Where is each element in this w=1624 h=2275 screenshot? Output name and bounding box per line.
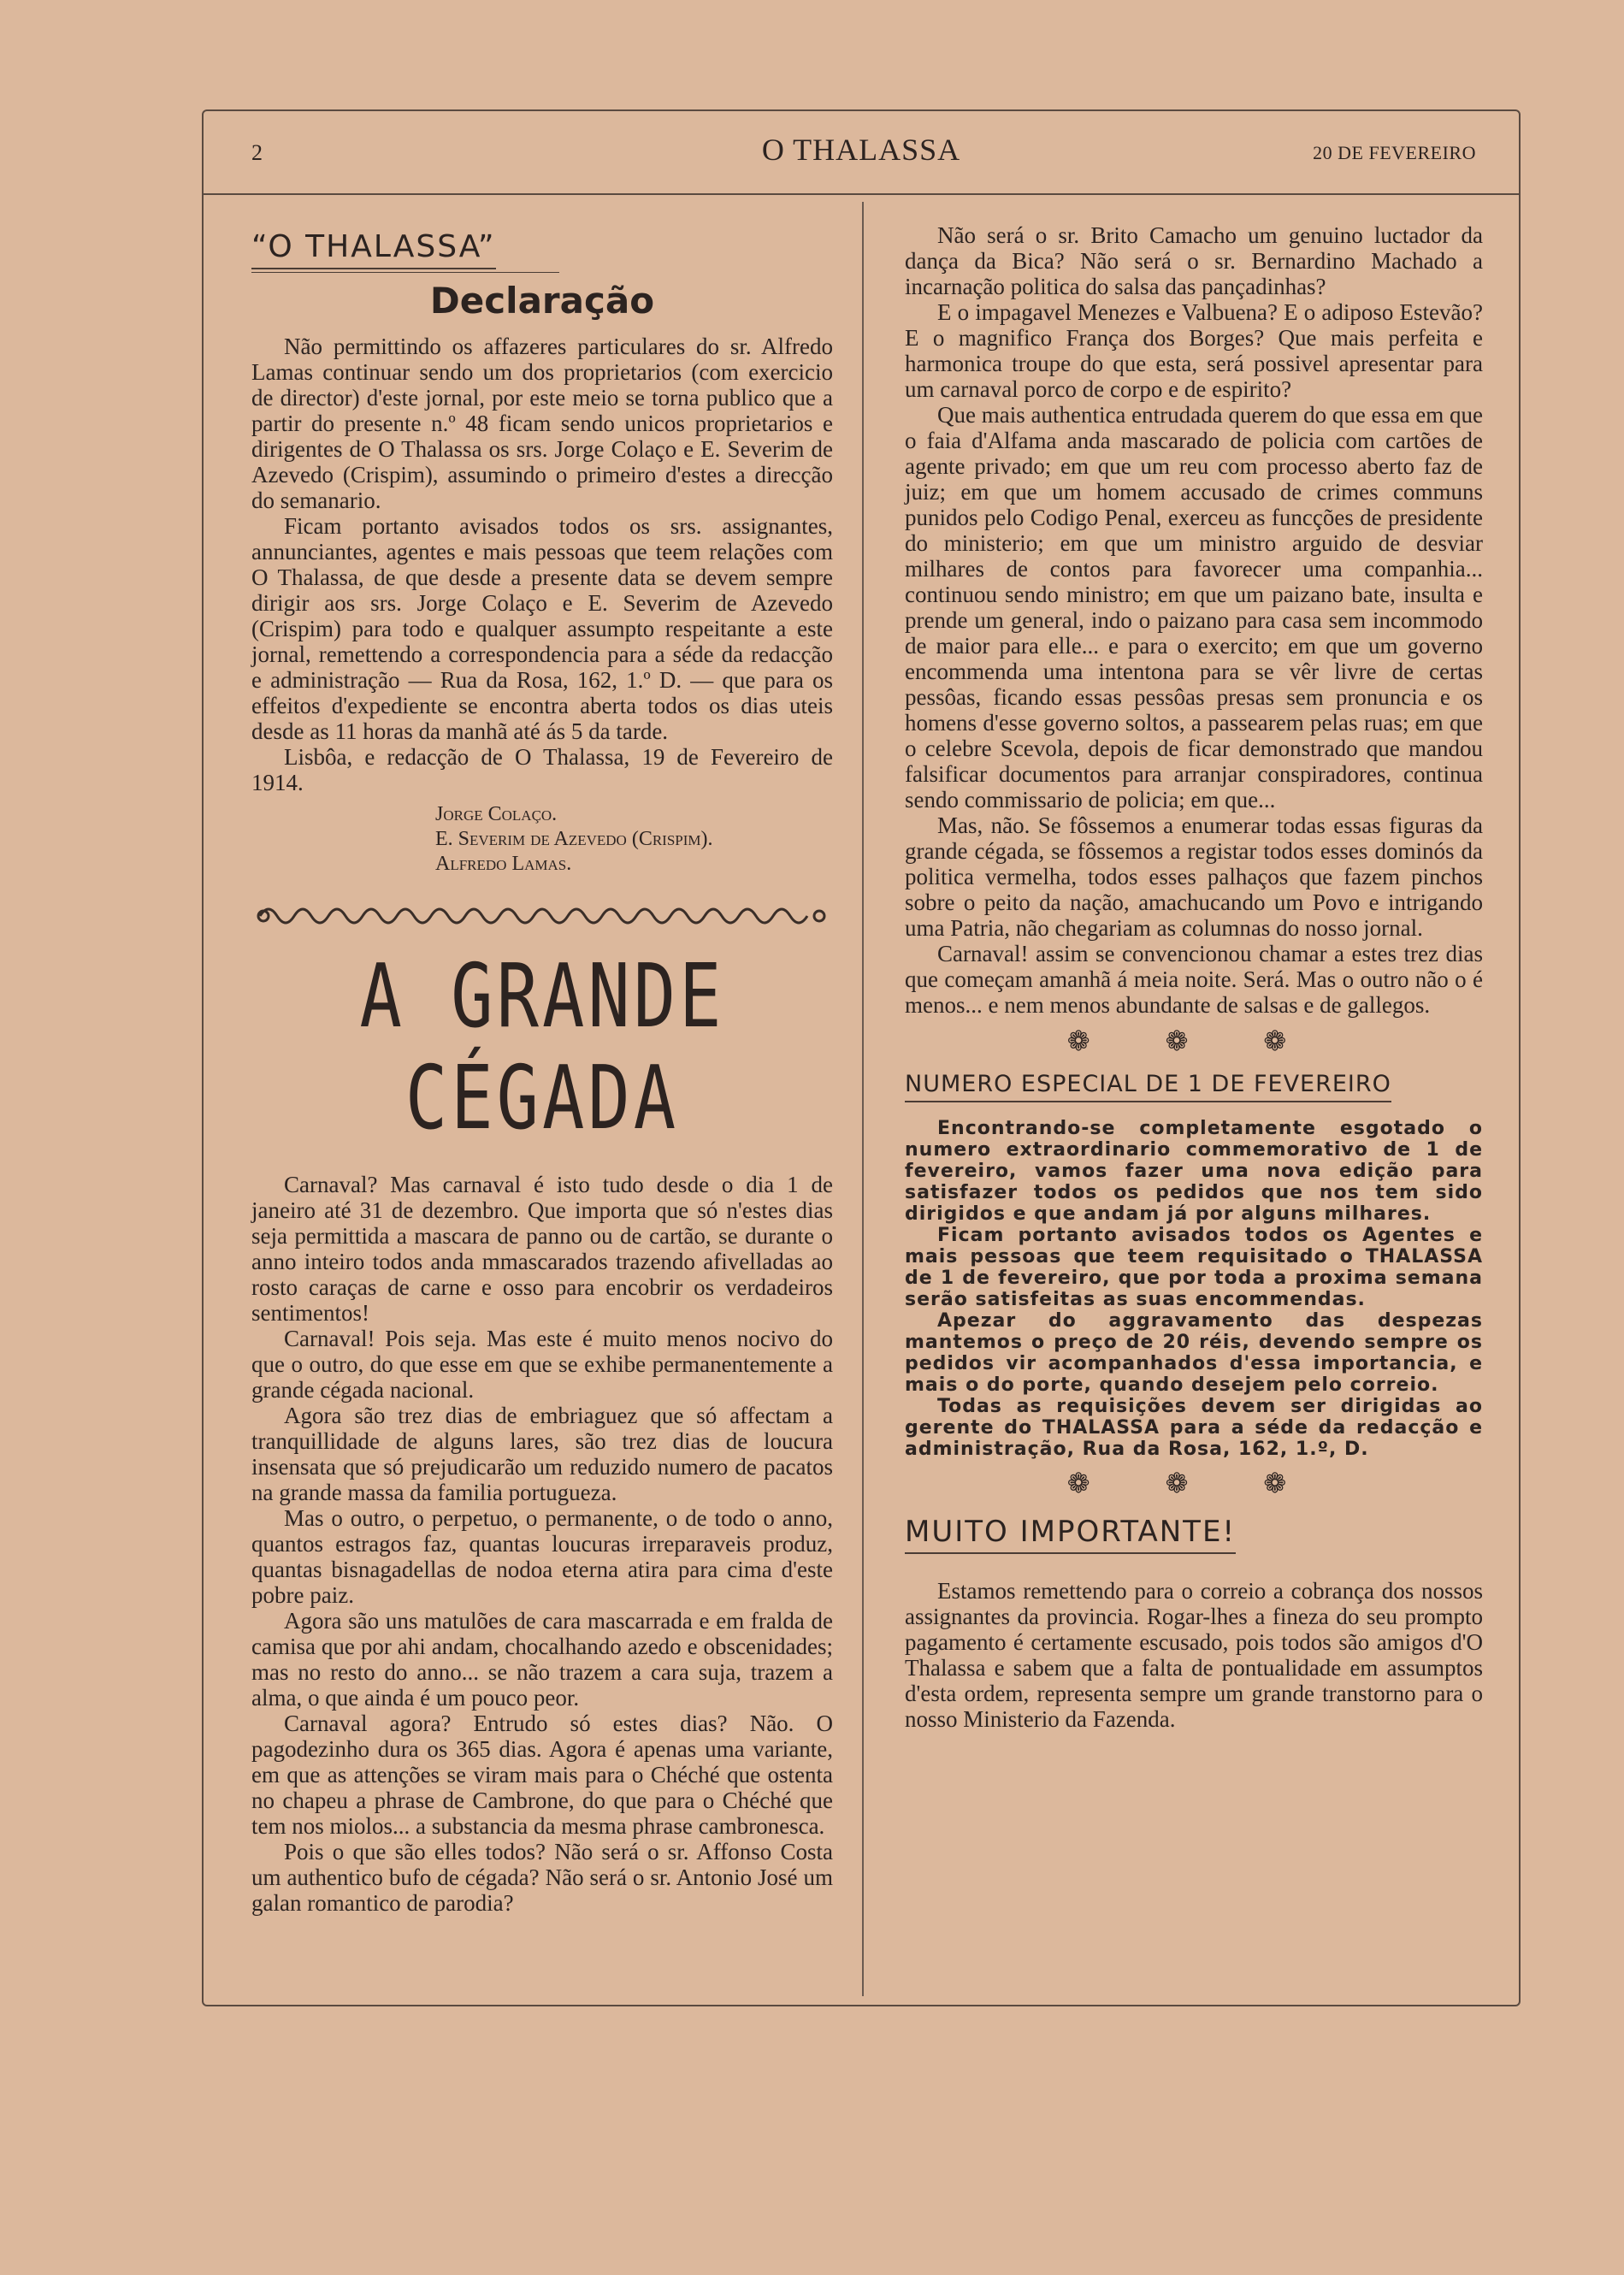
article-paragraph: Pois o que são elles todos? Não será o sr. Affonso Costa um authentico bufo de cégada? Não será o sr. Antonio José um galan romantico de parodia? [251,1839,833,1916]
column-divider [862,202,864,1996]
article-title: A GRANDE CÉGADA [359,946,725,1149]
section-label: “O THALASSA” [251,229,496,269]
special-issue-title: NUMERO ESPECIAL DE 1 DE FEVEREIRO [905,1071,1391,1102]
page-number: 2 [251,140,263,165]
section-rule [251,272,559,273]
special-issue-notice [905,1118,1483,1460]
article-paragraph: Agora são uns matulões de cara mascarrada e em fralda de camisa que por ahi andam, chocalhando azedo e obscenidades; mas no resto do anno... se não trazem a cara suja, trazem a alma, o que ainda é um pouco peor. [251,1608,833,1711]
signatures [435,802,833,877]
wavy-ornament [251,899,833,933]
declaration-paragraph: Ficam portanto avisados todos os srs. assignantes, annunciantes, agentes e mais pessoas que teem relações com O Thalassa, de que desde a presente data se devem sempre dirigir aos srs. Jorge Colaço e E. Severim de Azevedo (Crispim) para todo e qualquer assumpto respeitante a este jornal, remettendo a correspondencia para a séde da redacção e administração — Rua da Rosa, 162, 1.º D. — que para os effeitos d'expediente se encontra aberta todos os dias uteis desde as 11 horas da manhã até ás 5 da tarde. [251,513,833,744]
article-paragraph: Carnaval agora? Entrudo só estes dias? Não. O pagodezinho dura os 365 dias. Agora é apenas uma variante, em que as attenções se viram mais para o Chéché que ostenta no chapeu a phrase de Cambrone, do que para o Chéché que tem nos miolos... a substancia da mesma phrase cambronesca. [251,1711,833,1839]
article-paragraph: Carnaval? Mas carnaval é isto tudo desde o dia 1 de janeiro até 31 de dezembro. Que importa que só n'estes dias seja permittida a mascara de panno ou de cartão, se durante o anno inteiro todos anda mmascarados trazendo afivelladas ao rosto caraças de carne e osso para encobrir os verdadeiros sentimentos! [251,1172,833,1326]
article-paragraph: Mas, não. Se fôssemos a enumerar todas essas figuras da grande cégada, se fôssemos a registar todos esses dominós da politica vermelha, todos esses palhaços que fazem pinchos sobre o peito da nação, amachucando um Povo e intrigando uma Patria, não chegariam as columnas do nosso jornal. [905,812,1483,941]
page-header [204,111,1519,195]
right-column [905,222,1483,1732]
signature: Alfredo Lamas. [435,853,572,875]
article-paragraph: Agora são trez dias de embriaguez que só affectam a tranquillidade de alguns lares, são trez dias de loucura insensata que só prejudicarão um reduzido numero de pacatos na grande massa da familia portugueza. [251,1403,833,1505]
important-notice-paragraph: Estamos remettendo para o correio a cobrança dos nossos assignantes da provincia. Rogar-lhes a fineza do seu prompto pagamento é certamente escusado, pois todos são amigos d'O Thalassa e sabem que a falta de pontualidade em assumptos d'esta ordem, representa sempre um grande transtorno para o nosso Ministerio da Fazenda. [905,1578,1483,1732]
notice-paragraph: Ficam portanto avisados todos os Agentes e mais pessoas que teem requisitado o THALASSA de 1 de fevereiro, que por toda a proxima semana serão satisfeitas as suas encommendas. [905,1225,1483,1310]
masthead-title: O THALASSA [761,133,961,167]
notice-paragraph: Apezar do aggravamento das despezas mantemos o preço de 20 réis, devendo sempre os pedidos vir acompanhados d'essa importancia, e mais o do porte, quando desejem pelo correio. [905,1310,1483,1396]
article-paragraph: E o impagavel Menezes e Valbuena? E o adiposo Estevão? E o magnifico França dos Borges? Que mais perfeita e harmonica troupe do que esta, será possivel apresentar para um carnaval porco de corpo e de espirito? [905,299,1483,402]
issue-date: 20 DE FEVEREIRO [1313,142,1476,163]
newspaper-page [202,109,1521,2006]
notice-paragraph: Encontrando-se completamente esgotado o numero extraordinario commemorativo de 1 de fevereiro, vamos fazer uma nova edição para satisfazer todos os pedidos que nos tem sido dirigidos e que andam já por alguns milhares. [905,1118,1483,1225]
left-column [251,222,833,1916]
declaration-title: Declaração [429,280,655,322]
notice-paragraph: Todas as requisições devem ser dirigidas ao gerente do THALASSA para a séde da redacção e administração, Rua da Rosa, 162, 1.º, D. [905,1396,1483,1460]
article-paragraph: Mas o outro, o perpetuo, o permanente, o de todo o anno, quantos estragos faz, quantas loucuras irreparaveis produz, quantas bisnagadellas de nodoa eterna atira para cima d'este pobre paiz. [251,1505,833,1608]
article-paragraph: Carnaval! assim se convencionou chamar a estes trez dias que começam amanhã á meia noite. Será. Mas o outro não o é menos... e nem menos abundante de salsas e de gallegos. [905,941,1483,1018]
article-paragraph: Que mais authentica entrudada querem do que essa em que o faia d'Alfama anda mascarado de policia com cartões de agente privado; em que um reu com processo aberto faz de juiz; em que um homem accusado de crimes communs punidos pelo Codigo Penal, exerceu as funcções de presidente do ministerio; em que um ministro arguido de desviar milhares de contos para favorecer uma companhia... continuou sendo ministro; em que um paizano bate, insulta e prende um general, indo o paizano para casa sem incommodo de maior para elle... e para o exercito; em que um governo encommenda uma intentona para se vêr livre de certas pessôas, ficando essas pessôas presas sem pronuncia e os homens d'esse governo soltos, a passearem pelas ruas; em que o celebre Scevola, depois de ficar demonstrado que mandou falsificar documentos para arranjar conspiradores, continua sendo commissario de policia; em que... [905,402,1484,812]
declaration-paragraph: Lisbôa, e redacção de O Thalassa, 19 de Fevereiro de 1914. [251,744,833,795]
signature: Jorge Colaço. [435,803,558,825]
important-notice-title: MUITO IMPORTANTE! [905,1515,1236,1554]
flower-ornament-icon: ❁ ❁ ❁ [1066,1025,1321,1056]
signature: E. Severim de Azevedo (Crispim). [435,828,713,850]
article-paragraph: Carnaval! Pois seja. Mas este é muito menos nocivo do que o outro, do que esse em que se exhibe permanentemente a grande cégada nacional. [251,1326,833,1403]
declaration-paragraph: Não permittindo os affazeres particulares do sr. Alfredo Lamas continuar sendo um dos proprietarios (com exercicio de director) d'este jornal, por este meio se torna publico que a partir do presente n.º 48 ficam sendo unicos proprietarios e dirigentes de O Thalassa os srs. Jorge Colaço e E. Severim de Azevedo (Crispim), assumindo o primeiro d'estes a direcção do semanario. [251,334,833,513]
article-paragraph: Não será o sr. Brito Camacho um genuino luctador da dança da Bica? Não será o sr. Bernardino Machado a incarnação politica do salsa das pançadinhas? [905,222,1483,299]
flower-ornament-icon: ❁ ❁ ❁ [1066,1468,1321,1498]
